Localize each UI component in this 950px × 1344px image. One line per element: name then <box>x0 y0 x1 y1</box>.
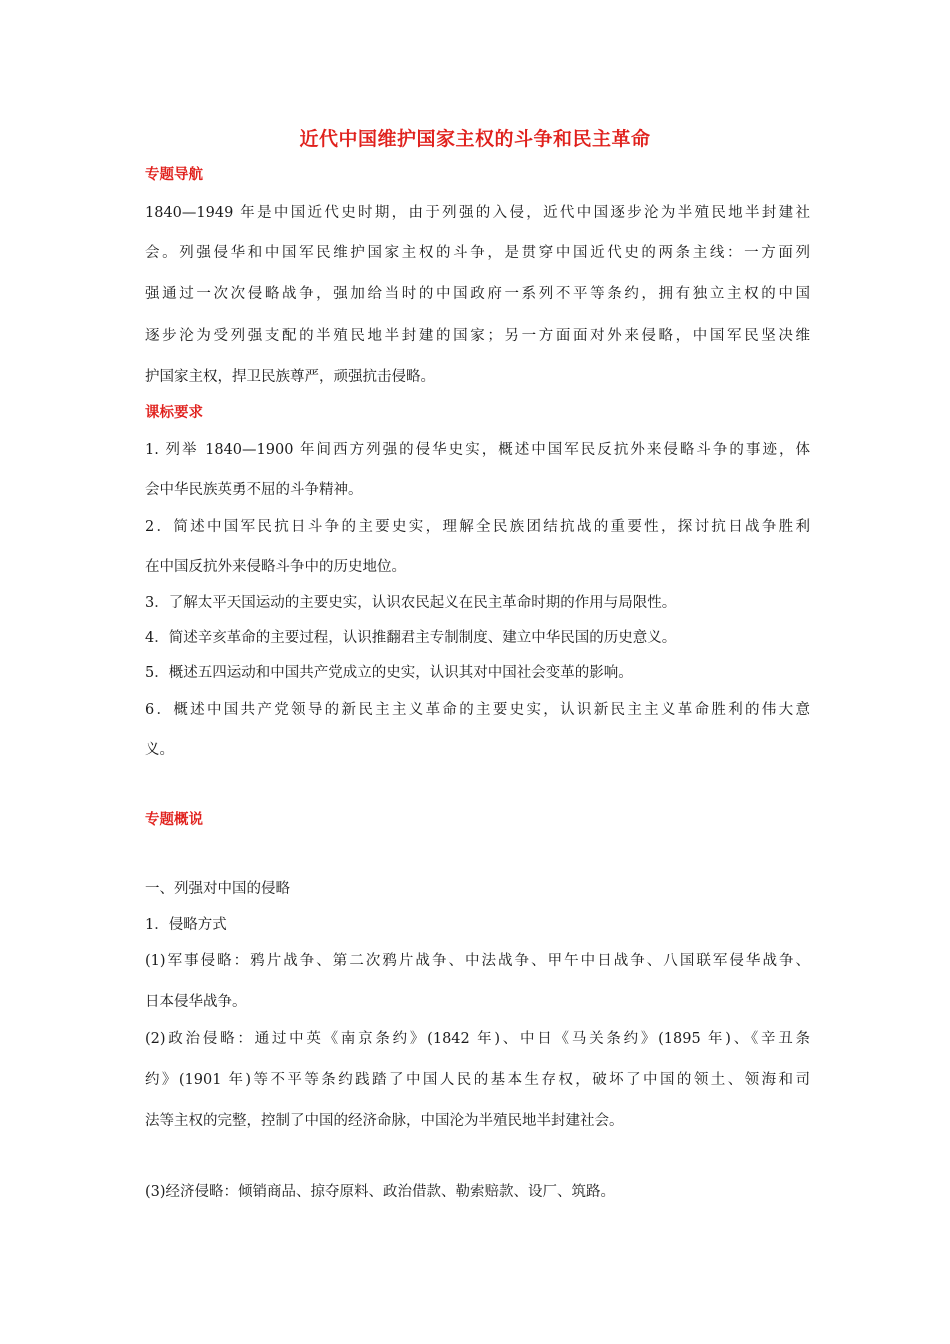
paragraph-line: 约》(1901 年)等不平等条约践踏了中国人民的基本生存权，破坏了中国的领土、领海和司 <box>145 1072 810 1088</box>
paragraph-line: 会中华民族英勇不屈的斗争精神。 <box>145 482 363 498</box>
paragraph-line: (2)政治侵略：通过中英《南京条约》(1842 年)、中日《马关条约》(1895 年)、《辛丑条 <box>145 1031 810 1047</box>
section-heading-overview: 专题概说 <box>145 812 203 828</box>
paragraph-line: 一、列强对中国的侵略 <box>145 881 290 897</box>
paragraph-line: (1)军事侵略：鸦片战争、第二次鸦片战争、中法战争、甲午中日战争、八国联军侵华战争、 <box>145 953 810 969</box>
paragraph-line: 5．概述五四运动和中国共产党成立的史实，认识其对中国社会变革的影响。 <box>145 665 633 681</box>
paragraph-line: 1．侵略方式 <box>145 917 227 933</box>
paragraph-line: 法等主权的完整，控制了中国的经济命脉，中国沦为半殖民地半封建社会。 <box>145 1113 624 1129</box>
paragraph-line: 日本侵华战争。 <box>145 994 247 1010</box>
section-heading-nav: 专题导航 <box>145 167 203 183</box>
paragraph-line: (3)经济侵略：倾销商品、掠夺原料、政治借款、勒索赔款、设厂、筑路。 <box>145 1184 616 1200</box>
paragraph-line: 4．简述辛亥革命的主要过程，认识推翻君主专制制度、建立中华民国的历史意义。 <box>145 630 677 646</box>
paragraph-line: 6．概述中国共产党领导的新民主主义革命的主要史实，认识新民主主义革命胜利的伟大意 <box>145 702 810 718</box>
paragraph-line: 1840—1949 年是中国近代史时期，由于列强的入侵，近代中国逐步沦为半殖民地半封建社 <box>145 205 810 221</box>
paragraph-line: 2．简述中国军民抗日斗争的主要史实，理解全民族团结抗战的重要性，探讨抗日战争胜利 <box>145 519 810 535</box>
section-heading-requirements: 课标要求 <box>145 405 203 421</box>
paragraph-line: 义。 <box>145 742 174 758</box>
paragraph-line: 3．了解太平天国运动的主要史实，认识农民起义在民主革命时期的作用与局限性。 <box>145 595 677 611</box>
paragraph-line: 逐步沦为受列强支配的半殖民地半封建的国家；另一方面面对外来侵略，中国军民坚决维 <box>145 328 810 344</box>
page-title: 近代中国维护国家主权的斗争和民主革命 <box>299 128 651 150</box>
paragraph-line: 1. 列举 1840—1900 年间西方列强的侵华史实，概述中国军民反抗外来侵略斗争的事迹，体 <box>145 442 810 458</box>
paragraph-line: 强通过一次次侵略战争，强加给当时的中国政府一系列不平等条约，拥有独立主权的中国 <box>145 286 810 302</box>
paragraph-line: 会。列强侵华和中国军民维护国家主权的斗争，是贯穿中国近代史的两条主线：一方面列 <box>145 245 810 261</box>
paragraph-line: 在中国反抗外来侵略斗争中的历史地位。 <box>145 559 406 575</box>
paragraph-line: 护国家主权，捍卫民族尊严，顽强抗击侵略。 <box>145 369 435 385</box>
